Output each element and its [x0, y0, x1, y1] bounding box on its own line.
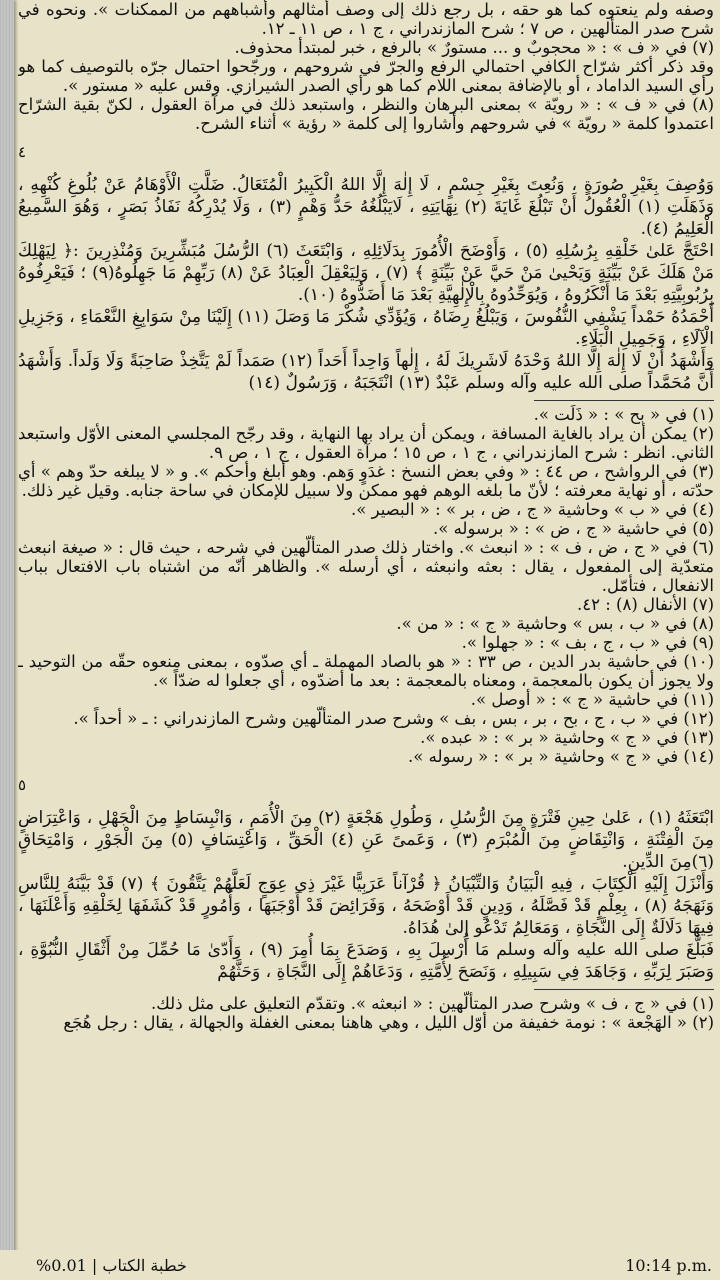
- main-paragraph: وَأَشْهَدُ أَنْ لَا إِلٰهَ إِلَّا اللهُ وَحْدَهُ لَاشَرِيكَ لَهُ ، إِلٰهاً وَاحِداً أَحَداً (١٢) صَمَداً لَمْ يَتَّخِذْ صَاحِبَةً وَلَا وَلَداً. وَأَشْهَدُ أَنَّ مُحَمَّداً صلى الله عليه وآله وسلم عَبْدٌ (١٣) انْتَجَبَهُ ، وَرَسُولٌ (١٤): [18, 351, 714, 393]
- footnote-divider: [534, 989, 714, 990]
- footnotes: [18, 994, 714, 1032]
- main-paragraph: ابْتَعَثَهُ (١) ، عَلىٰ حِينِ فَتْرَةٍ مِنَ الرُّسُلِ ، وَطُولِ هَجْعَةٍ (٢) مِنَ الْأُمَمِ ، وَانْبِسَاطٍ مِنَ الْجَهْلِ ، وَاعْتِرَاضٍ مِنَ الْفِتْنَةِ ، وَانْتِقَاضٍ مِنَ الْمُبْرَمِ (٣) ، وَعَمىً عَنِ (٤) الْحَقِّ ، وَاعْتِسَافٍ (٥) مِنَ الْجَوْرِ ، وَامْتِحَاقٍ (٦)مِنَ الدِّينِ.: [18, 808, 714, 872]
- clock: 10:14 p.m.: [625, 1255, 712, 1275]
- main-text: [18, 174, 714, 394]
- status-separator: |: [91, 1255, 98, 1275]
- footnote: (١) في « ج ، ف » وشرح صدر المتألّهين : « انبعثه ». وتقدّم التعليق على مثل ذلك.: [151, 994, 714, 1013]
- footnote: (٩) في « ب ، ج ، بف » : « جهلوا ».: [461, 633, 714, 652]
- footnote: (١) في « بح » : « ذَلَت ».: [533, 405, 714, 424]
- main-text: [18, 807, 714, 983]
- footnote: (١٣) في « ج » وحاشية « بر » : « عبده ».: [420, 728, 714, 747]
- page-number: ٤: [18, 143, 27, 161]
- reading-progress: [36, 1256, 187, 1275]
- footnote: (٧) في « ف » : « محجوبٌ و ... مستورٌ » بالرفع ، خبر لمبتدأ محذوف.: [234, 38, 714, 57]
- footnote: (١٢) في « ب ، ج ، بح ، بر ، بس ، بف » وشرح صدر المتألّهين وشرح المازندراني : ـ « أحداً ».: [73, 709, 714, 728]
- reader-status-bar: [0, 1250, 720, 1280]
- footnote: وصفه ولم ينعتوه كما هو حقه ، بل رجع ذلك إلى وصف أمثالهم وأشباههم من الممكنات ». ونحوه في شرح صدر المتألهين ، ص ٧ ؛ شرح المازندراني ، ج ١ ، ص ١١ ـ ١٢.: [18, 0, 714, 38]
- footnote: (٢) يمكن أن يراد بالغاية المسافة ، ويمكن أن يراد بها النهاية ، وقد رجّح المجلسي المعنى الأوّل واستبعد الثاني. انظر : شرح المازندراني ، ج ١ ، ص ١٥ ؛ مرآة العقول ، ج ١ ، ص ٩.: [18, 424, 714, 462]
- footnote: (٣) في الرواشح ، ص ٤٤ : « وفي بعض النسخ : غدَوٍ وَهم. وهو أبلغ وأحكم ». و « لا يبلغه حدّ وهم » أي حدّته ، أو نهاية معرفته ؛ لأنّ ما بلغه الوهم فهو ممكن ولا سبيل للإمكان في ساحة جنابه. وقيل غير ذلك.: [18, 462, 714, 500]
- main-paragraph: احْتَجَّ عَلىٰ خَلْقِهِ بِرُسُلِهِ (٥) ، وَأَوْضَحَ الْأُمُورَ بِدَلَائِلِهِ ، وَابْتَعَثَ (٦) الرُّسُلَ مُبَشِّرِينَ وَمُنْذِرِينَ :﴿ لِيَهْلِكَ مَنْ هَلَكَ عَنْ بَيِّنَةٍ وَيَحْيىٰ مَنْ حَيَّ عَنْ بَيِّنَةٍ ﴾ (٧) ، وَلِيَعْقِلَ الْعِبَادُ عَنْ (٨) رَبِّهِمْ مَا جَهِلُوهُ(٩) ؛ فَيَعْرِفُوهُ بِرُبُوبِيَّتِهِ بَعْدَ مَا أَنْكَرُوهُ ، وَيُوَحِّدُوهُ بِالْإِلٰهِيَّةِ بَعْدَ مَا أَضَدُّوهُ (١٠).: [18, 241, 714, 305]
- footnote: (٥) في حاشية « ج ، ض » : « برسوله ».: [433, 519, 714, 538]
- main-paragraph: أَحْمَدُهُ حَمْداً يَشْفِي النُّفُوسَ ، وَيَبْلُغُ رِضَاهُ ، وَيُؤَدِّي شُكْرَ مَا وَصَلَ (١١) إِلَيْنَا مِنْ سَوَابِغِ النَّعْمَاءِ ، وَجَزِيلِ الْآلَاءِ ، وَجَمِيلِ الْبَلَاءِ.: [18, 307, 714, 349]
- page-number: ٥: [18, 776, 27, 794]
- reader-content[interactable]: [18, 0, 714, 1250]
- footnote: (٨) في « ف » : « رويّة » بمعنى البرهان والنظر ، واستبعد ذلك في مرآة العقول ، لكنّ بقية الشرّاح اعتمدوا كلمة « رويّة » في شروحهم وأشاروا إلى كلمة « رؤية » أثناء الشرح.: [18, 95, 714, 133]
- footnote: (٨) في « ب ، بس » وحاشية « ج » : « من ».: [396, 614, 714, 633]
- main-paragraph: فَبَلَّغَ صلى الله عليه وآله وسلم مَا أُرْسِلَ بِهِ ، وَصَدَعَ بِمَا أُمِرَ (٩) ، وَأَدّىٰ مَا حُمِّلَ مِنْ أَثْقَالِ النُّبُوَّةِ ، وَصَبَرَ لِرَبِّهِ ، وَجَاهَدَ فِي سَبِيلِهِ ، وَنَصَحَ لِأُمَّتِهِ ، وَدَعَاهُمْ إِلَى النَّجَاةِ ، وَحَثَّهُمْ: [18, 940, 714, 982]
- main-paragraph: وَوُصِفَ بِغَيْرِ صُورَةٍ ، وَنُعِتَ بِغَيْرِ جِسْمٍ ، لَا إِلٰهَ إِلَّا اللهُ الْكَبِيرُ الْمُتَعَالُ. ضَلَّتِ الْأَوْهَامُ عَنْ بُلُوغِ كُنْهِهِ ، وَذَهَلَتِ (١) الْعُقُولُ أَنْ تَبْلُغَ غَايَةَ (٢) نِهَايَتِهِ ، لَايَبْلُغُهُ حَدُّ وَهْمٍ (٣) ، وَلَا يُدْرِكُهُ نَفَاذُ بَصَرٍ ، وَهُوَ السَّمِيعُ الْعَلِيمُ (٤).: [18, 175, 714, 239]
- footnote: (٦) في « ج ، ض ، ف » : « انبعث ». واختار ذلك صدر المتألّهين في شرحه ، حيث قال : « صيغة انبعث متعدّية إلى المفعول ، يقال : بعثه وانبعثه ، أي أرسله ». والظاهر أنّه من اشتباه باب الافتعال بباب الانفعال ، فتأمّل.: [18, 538, 714, 595]
- footnote: (٤) في « ب » وحاشية « ج ، ض ، بر » : « البصير ».: [351, 500, 714, 519]
- footnote: وقد ذكر أكثر شرّاح الكافي احتمالي الرفع والجرّ في شروحهم ، ورجّحوا احتمال جرّه بالتوصيف كما هو رأي السيد الداماد ، أو بالإضافة بمعنى اللام كما هو رأي الصدر الشيرازي. وقس عليه « مستور ».: [18, 57, 714, 95]
- chapter-title[interactable]: خطبة الكتاب: [102, 1255, 187, 1275]
- book-page-edge: [0, 0, 14, 1280]
- footnote: (٧) الأنفال (٨) : ٤٢.: [577, 595, 714, 614]
- footnotes: [18, 405, 714, 766]
- footnote: (١١) في حاشية « ج » : « أوصل ».: [470, 690, 714, 709]
- footnote: (٢) « الهَجْعة » : نومة خفيفة من أوّل الليل ، وهي هاهنا بمعنى الغفلة والجهالة ، يقال : رجل هُجَع: [63, 1013, 714, 1032]
- footnote: (١٤) في « ج » وحاشية « بر » : « رسوله ».: [408, 747, 714, 766]
- footnote: (١٠) في حاشية بدر الدين ، ص ٣٣ : « هو بالصاد المهملة ـ أي صدّوه ، بمعنى منعوه حقّه من التوحيد ـ ولا يجوز أن يكون بالمعجمة ، ومعناه بالمعجمة : بعد ما أضدّوه ، أي جعلوا له ضدّاً ».: [18, 652, 714, 690]
- main-paragraph: وَأَنْزَلَ إِلَيْهِ الْكِتَابَ ، فِيهِ الْبَيَانُ وَالتِّبْيَانُ ﴿ قُرْآناً عَرَبِيًّا غَيْرَ ذِي عِوَجٍ لَعَلَّهُمْ يَتَّقُونَ ﴾ (٧) قَدْ بَيَّنَهُ لِلنَّاسِ وَنَهَجَهُ (٨) ، بِعِلْمٍ قَدْ فَصَّلَهُ ، وَدِينٍ قَدْ أَوْضَحَهُ ، وَفَرَائِضَ قَدْ أَوْجَبَهَا ، وَأُمُورٍ قَدْ كَشَفَهَا لِخَلْقِهِ وَأَعْلَنَهَا ، فِيهَا دَلَالَةٌ إِلَى النَّجَاةِ ، وَمَعَالِمُ تَدْعُو إِلىٰ هُدَاهُ.: [18, 874, 714, 938]
- footnote-divider: [534, 400, 714, 401]
- progress-percent: %0.01: [36, 1255, 87, 1275]
